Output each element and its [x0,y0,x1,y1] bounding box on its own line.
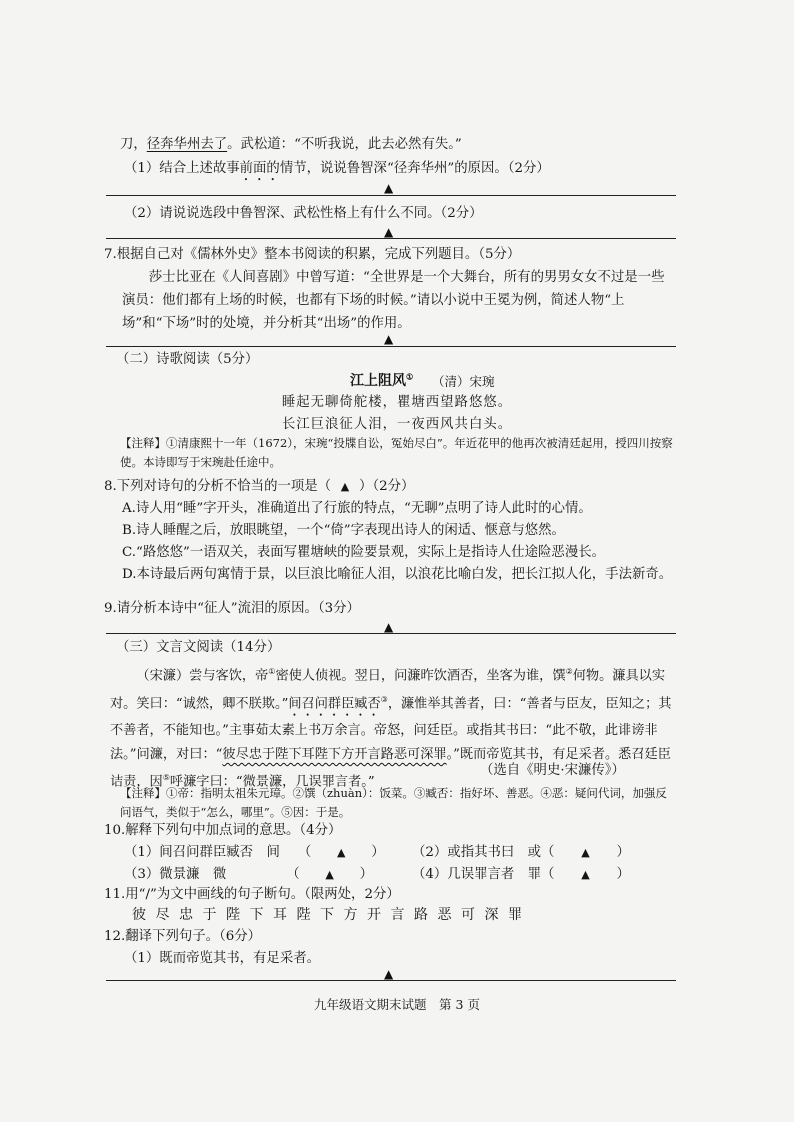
answer-triangle: ▲ [384,967,394,981]
q10-word: 微 [212,867,227,882]
passage-part: 何物。濂具以实对。笑曰：“诚然，卿不朕欺。” [110,668,666,712]
answer-triangle: ▲ [384,225,394,239]
q8-option-c: C.“路悠悠”一语双关，表面写瞿塘峡的险要景观，实际上是指诗人仕途险恶漫长。 [122,545,605,560]
passage-part: 或指其书曰：“此不敬，此诽谤非法。”问濂，对曰：“ [110,723,658,762]
answer-triangle: ▲ [384,332,394,346]
answer-line [106,238,676,239]
passage-note: 【注释】①帝：指明太祖朱元璋。②馔（zhuàn）：饭菜。③臧否：指好坏、善恶。④恶：疑问代词，加强反问语气，类似于“怎么，哪里”。⑤因：于是。 [120,786,667,819]
q6-sub1 [124,158,689,184]
bracket-open: （ [541,867,555,882]
page-footer: 九年级语文期末试题 第 3 页 [314,997,480,1012]
q10-item-4 [412,864,630,886]
q10-word: 罪 [527,867,542,882]
section3-heading: （三）文言文阅读（14分） [116,640,281,655]
answer-line [106,195,676,196]
poem-title-text: 江上阻风 [350,373,406,389]
section2-heading: （二）诗歌阅读（5分） [116,352,259,367]
q7-stem: 7.根据自己对《儒林外史》整本书阅读的积累，完成下列题目。（5分） [104,247,521,262]
q10-item-text: （4）几误罪言者 [412,867,515,882]
q6-sub2: （2）请说说选段中鲁智深、武松性格上有什么不同。（2分） [124,206,483,221]
bracket-close: ） [359,867,374,882]
bracket-close: ） [616,867,630,882]
q8-stem-a: 8.下列对诗句的分析不恰当的一项是（ [104,479,332,494]
passage-part: 。”既而帝览其书，有足采者。悉召廷臣诘责，因 [110,746,671,790]
q6-underlined-phrase: 径奔华州去了 [146,137,228,152]
q6-continuation [120,134,685,156]
bracket-open: （ [541,845,555,860]
q10-word: 或 [527,845,542,860]
q10-stem: 10.解释下列句中加点词的意思。（4分） [104,823,342,838]
poem-author: （清）宋琬 [432,374,495,389]
q8-option-b: B.诗人睡醒之后，放眼眺望，一个“倚”字表现出诗人的闲适、惬意与悠然。 [122,523,565,538]
q6-sub1-c: 情节，说说鲁智深“径奔华州”的原因。（2分） [279,161,550,176]
q12-stem: 12.翻译下列句子。（6分） [104,929,262,944]
answer-triangle: ▲ [581,846,590,859]
poem-title [350,370,413,390]
q11-sentence: 彼尽忠于陛下耳陛下方开言路恶可深罪 [132,907,532,923]
answer-line [106,633,676,634]
note-mark: ② [565,667,573,676]
q6-cont-c: 。武松道：“不听我说，此去必然有失。” [227,137,462,152]
q8-option-a: A.诗人用“睡”字开头，准确道出了行旅的特点，“无聊”点明了诗人此时的心情。 [122,501,592,516]
answer-triangle: ▲ [384,181,394,195]
q6-sub1-dotted: 前面的 [239,161,280,176]
bracket-close: ） [616,845,630,860]
bracket-open: （ [286,867,300,882]
passage-part: 密使人侦视。翌日，问濂昨饮酒否，坐客为谁，馔 [275,668,566,684]
passage-part: 呼濂字曰：“微景濂，几误罪言者。” [169,774,375,790]
poem-line-1: 睡起无聊倚舵楼，瞿塘西望路悠悠。 [281,395,513,410]
q8-stem [104,476,669,498]
passage-source: （选自《明史·宋濂传》） [480,763,625,778]
q10-word: 间 [266,845,280,860]
answer-line [106,980,676,981]
q10-item-3 [124,864,373,886]
q10-item-text: （2）或指其书曰 [412,845,515,860]
note-mark: ⑤ [162,773,170,783]
answer-triangle: ▲ [325,868,334,881]
answer-triangle: ▲ [384,620,394,634]
q7-body: 莎士比亚在《人间喜剧》中曾写道：“全世界是一个大舞台，所有的男男女女不过是一些演员：他们都有上场的时候，也都有下场的时候。”请以小说中王冕为例，简述人物“上场”和“下场”时的处境，并分析其“出场”的作用。 [122,270,665,331]
poem-note: 【注释】①清康熙十一年（1672），宋琬“投牒自讼，冤始尽白”。年近花甲的他再次被清廷起用，授四川按察使。本诗即写于宋琬赴任途中。 [120,436,673,469]
q10-item-1 [124,842,385,864]
poem-title-note-mark: ① [406,371,414,382]
q12-sentence-1: （1）既而帝览其书，有足采者。 [124,951,320,966]
q6-cont-a: 刀， [120,137,147,152]
bracket-open: （ [297,845,312,860]
q10-item-text: （1）间召问群臣臧否 [124,845,254,860]
q11-stem: 11.用“/”为文中画线的句子断句。（限两处，2分） [104,887,400,902]
bracket-close: ） [371,845,385,860]
answer-triangle: ▲ [336,846,346,859]
wavy-underlined-sentence: 彼尽忠于陛下耳陛下方开言路恶可深罪 [222,746,447,762]
q8-stem-b: ）（2分） [359,479,415,494]
passage-part: （宋濂）尝与客饮，帝 [136,668,269,684]
passage-part: 间召问群臣臧否 [288,696,381,712]
answer-triangle: ▲ [581,868,590,881]
q6-sub1-a: （1）结合上述故事 [124,161,240,176]
answer-line [106,346,676,347]
note-mark: ③ [380,694,388,704]
q9-stem: 9.请分析本诗中“征人”流泪的原因。（3分） [104,601,360,616]
q8-option-d: D.本诗最后两句寓情于景，以巨浪比喻征人泪，以浪花比喻白发，把长江拟人化，手法新奇。 [122,567,673,582]
answer-triangle: ▲ [340,480,350,493]
q10-item-text: （3）微景濂 [124,867,200,882]
poem-line-2: 长江巨浪征人泪，一夜西风共白头。 [281,417,513,432]
note-mark: ① [268,667,276,676]
passage-part: ，濂惟举其善者，曰：“善者与臣友，臣知之；其不善者，不能知也。”主事茹太素上书万余言。帝怒，问廷臣。 [110,696,672,739]
q10-item-2 [412,842,630,864]
